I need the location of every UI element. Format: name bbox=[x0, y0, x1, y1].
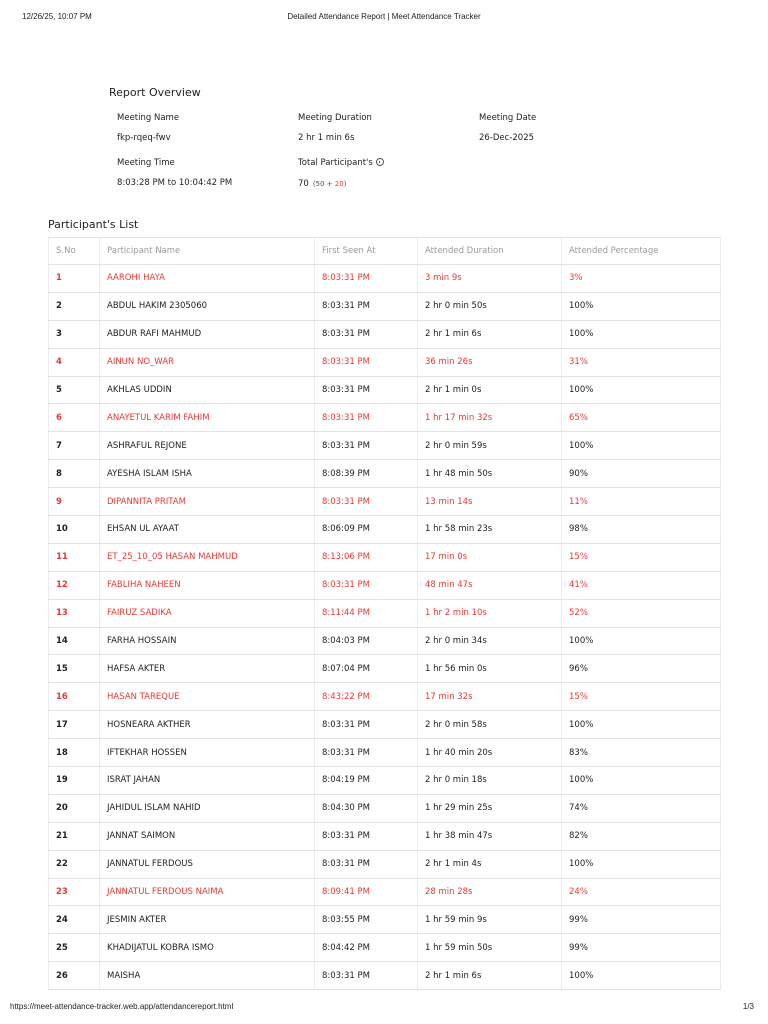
meeting-duration-value: 2 hr 1 min 6s bbox=[298, 133, 355, 143]
column-header-percentage[interactable]: Attended Percentage bbox=[562, 238, 721, 265]
row-sno: 19 bbox=[49, 767, 100, 795]
attended-duration: 1 hr 2 min 10s bbox=[418, 599, 562, 627]
first-seen-at: 8:08:39 PM bbox=[315, 460, 418, 488]
attended-percentage: 74% bbox=[562, 794, 721, 822]
attended-percentage: 3% bbox=[562, 265, 721, 293]
attended-percentage: 100% bbox=[562, 376, 721, 404]
row-sno: 15 bbox=[49, 655, 100, 683]
first-seen-at: 8:03:55 PM bbox=[315, 906, 418, 934]
attended-duration: 2 hr 0 min 34s bbox=[418, 627, 562, 655]
row-sno: 22 bbox=[49, 850, 100, 878]
first-seen-at: 8:06:09 PM bbox=[315, 516, 418, 544]
first-seen-at: 8:09:41 PM bbox=[315, 878, 418, 906]
participant-name: JESMIN AKTER bbox=[100, 906, 315, 934]
participant-name: JANNAT SAIMON bbox=[100, 822, 315, 850]
meeting-date-value: 26-Dec-2025 bbox=[479, 133, 535, 143]
first-seen-at: 8:07:04 PM bbox=[315, 655, 418, 683]
row-sno: 4 bbox=[49, 348, 100, 376]
attended-percentage: 31% bbox=[562, 348, 721, 376]
attended-duration: 2 hr 1 min 4s bbox=[418, 850, 562, 878]
table-row bbox=[49, 822, 721, 850]
attended-duration: 2 hr 1 min 6s bbox=[418, 320, 562, 348]
table-row bbox=[49, 794, 721, 822]
table-row bbox=[49, 878, 721, 906]
participant-name: FABLIHA NAHEEN bbox=[100, 571, 315, 599]
attended-percentage: 90% bbox=[562, 460, 721, 488]
first-seen-at: 8:43:22 PM bbox=[315, 683, 418, 711]
participant-name: ANAYETUL KARIM FAHIM bbox=[100, 404, 315, 432]
first-seen-at: 8:04:19 PM bbox=[315, 767, 418, 795]
first-seen-at: 8:03:31 PM bbox=[315, 488, 418, 516]
meeting-name-label: Meeting Name bbox=[117, 113, 180, 123]
attended-duration: 1 hr 38 min 47s bbox=[418, 822, 562, 850]
table-row bbox=[49, 460, 721, 488]
attended-percentage: 24% bbox=[562, 878, 721, 906]
attended-percentage: 52% bbox=[562, 599, 721, 627]
table-row bbox=[49, 711, 721, 739]
row-sno: 2 bbox=[49, 292, 100, 320]
attended-duration: 1 hr 48 min 50s bbox=[418, 460, 562, 488]
attended-duration: 28 min 28s bbox=[418, 878, 562, 906]
attended-duration: 2 hr 0 min 18s bbox=[418, 767, 562, 795]
table-row bbox=[49, 516, 721, 544]
total-participants-count: 70 bbox=[298, 179, 309, 189]
participant-name: AAROHI HAYA bbox=[100, 265, 315, 293]
first-seen-at: 8:04:42 PM bbox=[315, 934, 418, 962]
table-row bbox=[49, 906, 721, 934]
participant-name: ET_25_10_05 HASAN MAHMUD bbox=[100, 543, 315, 571]
table-row bbox=[49, 488, 721, 516]
first-seen-at: 8:11:44 PM bbox=[315, 599, 418, 627]
participant-name: JANNATUL FERDOUS bbox=[100, 850, 315, 878]
table-row bbox=[49, 348, 721, 376]
meeting-name-value: fkp-rqeq-fwv bbox=[117, 133, 171, 143]
table-row bbox=[49, 739, 721, 767]
attended-duration: 2 hr 0 min 59s bbox=[418, 432, 562, 460]
attended-percentage: 100% bbox=[562, 850, 721, 878]
table-row bbox=[49, 962, 721, 990]
row-sno: 13 bbox=[49, 599, 100, 627]
table-row bbox=[49, 432, 721, 460]
attended-percentage: 100% bbox=[562, 292, 721, 320]
attended-percentage: 11% bbox=[562, 488, 721, 516]
first-seen-at: 8:03:31 PM bbox=[315, 739, 418, 767]
info-circle-icon[interactable] bbox=[376, 158, 384, 166]
participants-table bbox=[48, 237, 721, 990]
participants-table-body bbox=[49, 265, 721, 990]
column-header-duration[interactable]: Attended Duration bbox=[418, 238, 562, 265]
first-seen-at: 8:03:31 PM bbox=[315, 265, 418, 293]
attended-duration: 2 hr 0 min 58s bbox=[418, 711, 562, 739]
row-sno: 8 bbox=[49, 460, 100, 488]
first-seen-at: 8:03:31 PM bbox=[315, 962, 418, 990]
row-sno: 11 bbox=[49, 543, 100, 571]
attended-duration: 13 min 14s bbox=[418, 488, 562, 516]
split-open: (50 + bbox=[312, 180, 335, 188]
participant-name: DIPANNITA PRITAM bbox=[100, 488, 315, 516]
row-sno: 26 bbox=[49, 962, 100, 990]
first-seen-at: 8:03:31 PM bbox=[315, 320, 418, 348]
first-seen-at: 8:03:31 PM bbox=[315, 376, 418, 404]
attended-duration: 1 hr 59 min 50s bbox=[418, 934, 562, 962]
first-seen-at: 8:04:30 PM bbox=[315, 794, 418, 822]
first-seen-at: 8:03:31 PM bbox=[315, 822, 418, 850]
attended-percentage: 98% bbox=[562, 516, 721, 544]
meeting-date-label: Meeting Date bbox=[479, 113, 537, 123]
participant-name: AINUN NO_WAR bbox=[100, 348, 315, 376]
attended-duration: 1 hr 56 min 0s bbox=[418, 655, 562, 683]
row-sno: 3 bbox=[49, 320, 100, 348]
attended-duration: 2 hr 1 min 0s bbox=[418, 376, 562, 404]
column-header-first-seen[interactable]: First Seen At bbox=[315, 238, 418, 265]
attended-percentage: 99% bbox=[562, 934, 721, 962]
row-sno: 16 bbox=[49, 683, 100, 711]
participants-list-heading: Participant's List bbox=[48, 218, 139, 231]
column-header-sno[interactable]: S.No bbox=[49, 238, 100, 265]
attended-percentage: 82% bbox=[562, 822, 721, 850]
table-row bbox=[49, 627, 721, 655]
first-seen-at: 8:03:31 PM bbox=[315, 348, 418, 376]
participants-split bbox=[313, 180, 347, 188]
table-row bbox=[49, 655, 721, 683]
first-seen-at: 8:04:03 PM bbox=[315, 627, 418, 655]
first-seen-at: 8:03:31 PM bbox=[315, 850, 418, 878]
table-row bbox=[49, 599, 721, 627]
print-datetime: 12/26/25, 10:07 PM bbox=[22, 12, 92, 21]
participant-name: ABDUR RAFI MAHMUD bbox=[100, 320, 315, 348]
attended-duration: 3 min 9s bbox=[418, 265, 562, 293]
table-row bbox=[49, 320, 721, 348]
participant-name: EHSAN UL AYAAT bbox=[100, 516, 315, 544]
first-seen-at: 8:03:31 PM bbox=[315, 711, 418, 739]
attended-percentage: 100% bbox=[562, 432, 721, 460]
participant-name: HASAN TAREQUE bbox=[100, 683, 315, 711]
row-sno: 5 bbox=[49, 376, 100, 404]
table-row bbox=[49, 850, 721, 878]
table-row bbox=[49, 404, 721, 432]
row-sno: 10 bbox=[49, 516, 100, 544]
print-url: https://meet-attendance-tracker.web.app/attendancereport.html bbox=[10, 1002, 234, 1011]
row-sno: 12 bbox=[49, 571, 100, 599]
attended-duration: 36 min 26s bbox=[418, 348, 562, 376]
row-sno: 1 bbox=[49, 265, 100, 293]
attended-percentage: 15% bbox=[562, 543, 721, 571]
participant-name: HOSNEARA AKTHER bbox=[100, 711, 315, 739]
participant-name: AYESHA ISLAM ISHA bbox=[100, 460, 315, 488]
total-participants-label-text: Total Participant's bbox=[298, 158, 373, 168]
row-sno: 23 bbox=[49, 878, 100, 906]
table-header-row bbox=[49, 238, 721, 265]
attended-duration: 48 min 47s bbox=[418, 571, 562, 599]
attended-duration: 17 min 0s bbox=[418, 543, 562, 571]
meeting-duration-label: Meeting Duration bbox=[298, 113, 372, 123]
attended-percentage: 96% bbox=[562, 655, 721, 683]
table-row bbox=[49, 571, 721, 599]
attended-percentage: 83% bbox=[562, 739, 721, 767]
print-page-number: 1/3 bbox=[742, 1002, 754, 1011]
first-seen-at: 8:03:31 PM bbox=[315, 571, 418, 599]
row-sno: 25 bbox=[49, 934, 100, 962]
first-seen-at: 8:03:31 PM bbox=[315, 404, 418, 432]
print-page-title: Detailed Attendance Report | Meet Attendance Tracker bbox=[287, 12, 481, 21]
attended-duration: 1 hr 40 min 20s bbox=[418, 739, 562, 767]
attended-percentage: 41% bbox=[562, 571, 721, 599]
split-red-count: 20 bbox=[334, 180, 344, 188]
row-sno: 20 bbox=[49, 794, 100, 822]
participant-name: JAHIDUL ISLAM NAHID bbox=[100, 794, 315, 822]
attended-percentage: 15% bbox=[562, 683, 721, 711]
attended-duration: 17 min 32s bbox=[418, 683, 562, 711]
attended-duration: 1 hr 58 min 23s bbox=[418, 516, 562, 544]
total-participants-value bbox=[298, 179, 346, 189]
row-sno: 24 bbox=[49, 906, 100, 934]
table-row bbox=[49, 265, 721, 293]
attended-duration: 2 hr 0 min 50s bbox=[418, 292, 562, 320]
attended-percentage: 65% bbox=[562, 404, 721, 432]
table-row bbox=[49, 767, 721, 795]
participant-name: JANNATUL FERDOUS NAIMA bbox=[100, 878, 315, 906]
row-sno: 14 bbox=[49, 627, 100, 655]
meeting-time-value: 8:03:28 PM to 10:04:42 PM bbox=[117, 178, 233, 188]
total-participants-label bbox=[298, 158, 384, 168]
attended-percentage: 100% bbox=[562, 627, 721, 655]
print-footer bbox=[10, 1002, 754, 1014]
attended-duration: 2 hr 1 min 6s bbox=[418, 962, 562, 990]
row-sno: 6 bbox=[49, 404, 100, 432]
row-sno: 9 bbox=[49, 488, 100, 516]
attended-percentage: 100% bbox=[562, 962, 721, 990]
meeting-time-label: Meeting Time bbox=[117, 158, 175, 168]
print-header bbox=[22, 12, 746, 24]
participant-name: AKHLAS UDDIN bbox=[100, 376, 315, 404]
table-row bbox=[49, 683, 721, 711]
table-row bbox=[49, 934, 721, 962]
attended-percentage: 99% bbox=[562, 906, 721, 934]
column-header-name[interactable]: Participant Name bbox=[100, 238, 315, 265]
row-sno: 18 bbox=[49, 739, 100, 767]
table-row bbox=[49, 292, 721, 320]
attended-duration: 1 hr 17 min 32s bbox=[418, 404, 562, 432]
attended-duration: 1 hr 59 min 9s bbox=[418, 906, 562, 934]
participant-name: FARHA HOSSAIN bbox=[100, 627, 315, 655]
attended-percentage: 100% bbox=[562, 711, 721, 739]
participant-name: FAIRUZ SADIKA bbox=[100, 599, 315, 627]
first-seen-at: 8:03:31 PM bbox=[315, 292, 418, 320]
participant-name: HAFSA AKTER bbox=[100, 655, 315, 683]
overview-heading: Report Overview bbox=[109, 86, 201, 99]
attended-percentage: 100% bbox=[562, 320, 721, 348]
attended-percentage: 100% bbox=[562, 767, 721, 795]
attended-duration: 1 hr 29 min 25s bbox=[418, 794, 562, 822]
row-sno: 17 bbox=[49, 711, 100, 739]
first-seen-at: 8:13:06 PM bbox=[315, 543, 418, 571]
participant-name: KHADIJATUL KOBRA ISMO bbox=[100, 934, 315, 962]
row-sno: 7 bbox=[49, 432, 100, 460]
participant-name: IFTEKHAR HOSSEN bbox=[100, 739, 315, 767]
split-close: ) bbox=[343, 180, 347, 188]
participant-name: ASHRAFUL REJONE bbox=[100, 432, 315, 460]
first-seen-at: 8:03:31 PM bbox=[315, 432, 418, 460]
table-row bbox=[49, 376, 721, 404]
participant-name: ABDUL HAKIM 2305060 bbox=[100, 292, 315, 320]
participant-name: MAISHA bbox=[100, 962, 315, 990]
participant-name: ISRAT JAHAN bbox=[100, 767, 315, 795]
row-sno: 21 bbox=[49, 822, 100, 850]
table-row bbox=[49, 543, 721, 571]
